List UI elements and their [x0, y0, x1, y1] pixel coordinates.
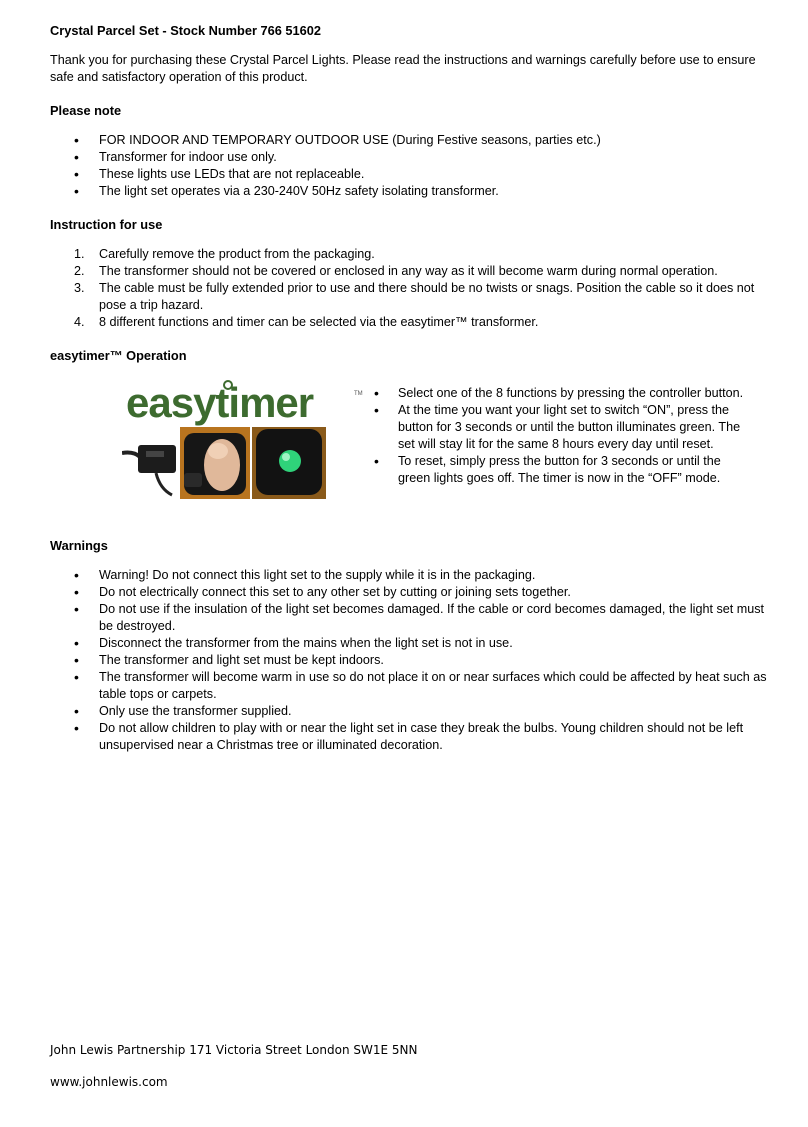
- instruction-heading: Instruction for use: [50, 217, 163, 232]
- list-item: • These lights use LEDs that are not replaceable.: [50, 166, 768, 183]
- easytimer-list: [374, 385, 744, 487]
- please-note-heading: Please note: [50, 103, 122, 118]
- document-title: Crystal Parcel Set - Stock Number 766 51602: [50, 23, 322, 38]
- item-text: 8 different functions and timer can be selected via the easytimer™ transformer.: [99, 315, 539, 329]
- item-number: 2.: [74, 264, 85, 278]
- list-item: • The transformer will become warm in use so do not place it on or near surfaces which could be affected by heat such as table tops or carpets.: [50, 669, 768, 703]
- list-item: • Transformer for indoor use only.: [50, 149, 768, 166]
- led-green-icon: [279, 450, 301, 472]
- item-number: 3.: [74, 281, 85, 295]
- list-item: [50, 280, 768, 314]
- easytimer-product-image: [122, 377, 372, 507]
- list-item: • Select one of the 8 functions by pressing the controller button.: [374, 385, 744, 402]
- footer-address: John Lewis Partnership 171 Victoria Street London SW1E 5NN: [50, 1043, 418, 1057]
- list-item: • The light set operates via a 230-240V 50Hz safety isolating transformer.: [50, 183, 768, 200]
- green-button-photo: [252, 427, 326, 499]
- list-item: [50, 314, 768, 331]
- list-item: • At the time you want your light set to switch “ON”, press the button for 3 seconds or until the button illuminates green. The set will stay lit for the same 8 hours every day until reset.: [374, 402, 744, 453]
- list-item: • Do not electrically connect this set to any other set by cutting or joining sets together.: [50, 584, 768, 601]
- document-page: [50, 22, 768, 770]
- list-item: [50, 263, 768, 280]
- logo-tm: TM: [354, 391, 363, 397]
- transformer-photo: [122, 439, 178, 495]
- list-item: • FOR INDOOR AND TEMPORARY OUTDOOR USE (During Festive seasons, parties etc.): [50, 132, 768, 149]
- finger-press-photo: [180, 427, 250, 499]
- item-text: Carefully remove the product from the packaging.: [99, 247, 375, 261]
- item-text: The transformer should not be covered or enclosed in any way as it will become warm during normal operation.: [99, 264, 718, 278]
- please-note-list: [50, 132, 768, 200]
- logo-text: easytimer: [126, 379, 314, 426]
- easytimer-logo: [126, 379, 363, 426]
- easytimer-heading: easytimer™ Operation: [50, 348, 187, 363]
- list-item: • Only use the transformer supplied.: [50, 703, 768, 720]
- item-number: 4.: [74, 315, 85, 329]
- list-item: • Do not allow children to play with or near the light set in case they break the bulbs. Young children should not be left unsupervised near a Christmas tree or illuminated decoration.: [50, 720, 768, 754]
- list-item: • The transformer and light set must be kept indoors.: [50, 652, 768, 669]
- warnings-list: [50, 567, 768, 754]
- instruction-list: [50, 246, 768, 331]
- list-item: • Disconnect the transformer from the mains when the light set is not in use.: [50, 635, 768, 652]
- item-text: The cable must be fully extended prior to use and there should be no twists or snags. Position the cable so it does not pose a trip hazard.: [99, 281, 755, 312]
- easytimer-section: [50, 377, 768, 537]
- list-item: • Do not use if the insulation of the light set becomes damaged. If the cable or cord becomes damaged, the light set must be destroyed.: [50, 601, 768, 635]
- item-number: 1.: [74, 247, 85, 261]
- footer-website[interactable]: www.johnlewis.com: [50, 1075, 168, 1089]
- list-item: • Warning! Do not connect this light set to the supply while it is in the packaging.: [50, 567, 768, 584]
- list-item: [50, 246, 768, 263]
- list-item: • To reset, simply press the button for 3 seconds or until the green lights goes off. The timer is now in the “OFF” mode.: [374, 453, 744, 487]
- intro-paragraph: Thank you for purchasing these Crystal Parcel Lights. Please read the instructions and warnings carefully before use to ensure safe and satisfactory operation of this product.: [50, 53, 756, 84]
- warnings-heading: Warnings: [50, 538, 108, 553]
